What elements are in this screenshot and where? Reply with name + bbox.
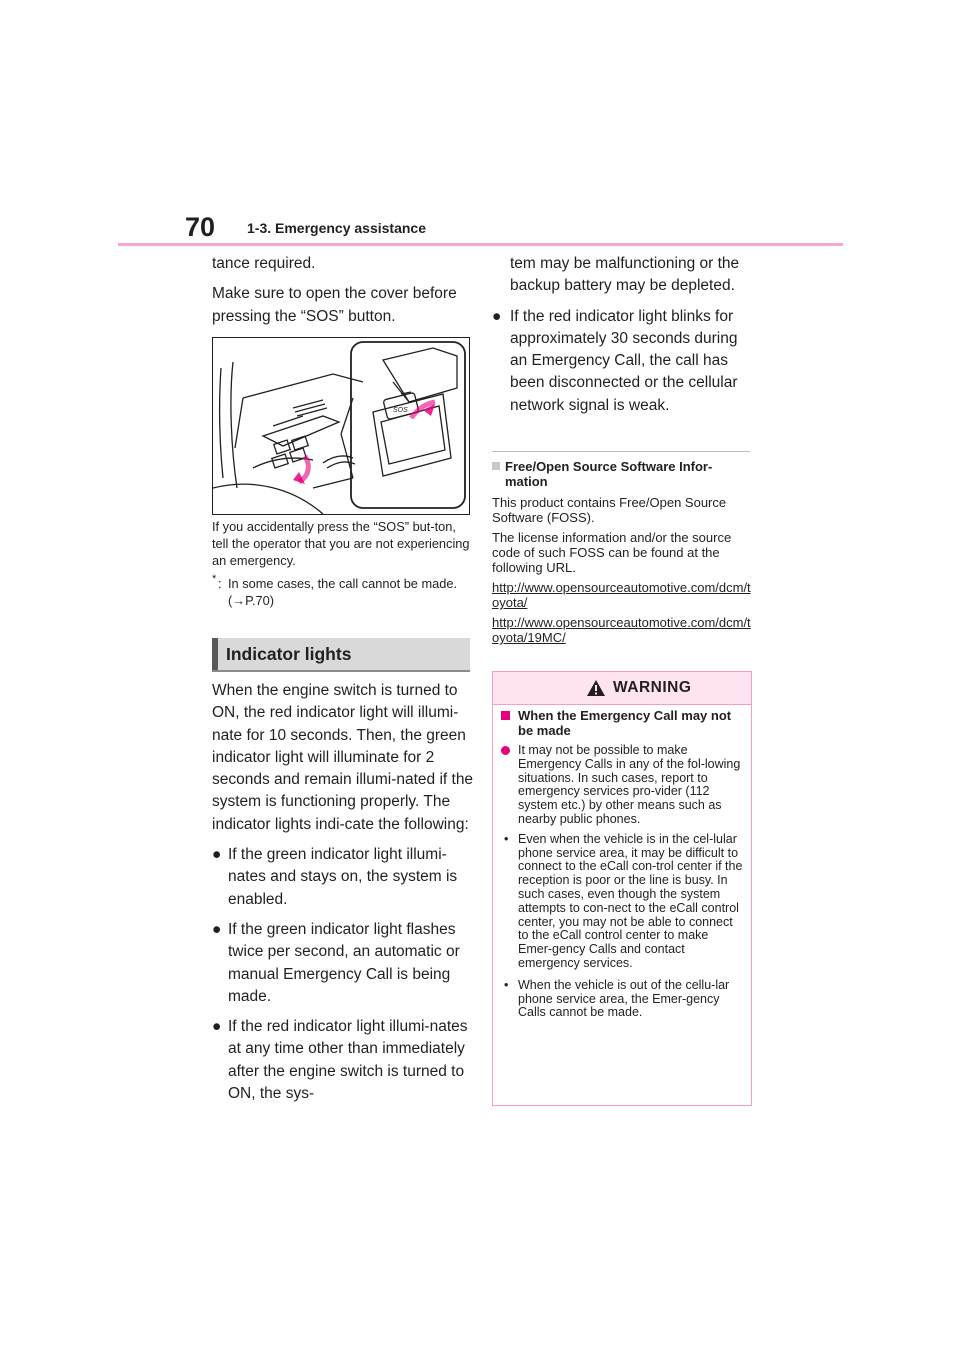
warning-triangle-icon (586, 679, 606, 697)
heading-square (492, 462, 500, 470)
sos-button-illustration (212, 337, 470, 515)
sos-label: SOS (393, 407, 408, 414)
heading-bar (212, 638, 218, 670)
warning-item-text: When the vehicle is out of the cellu-lar phone service area, the Emer-gency Calls cannot be made. (518, 977, 730, 1020)
item-marker: • (504, 977, 509, 992)
indicator-lights-body (212, 680, 474, 1105)
foss-paragraph: This product contains Free/Open Source Software (FOSS). (492, 495, 727, 525)
foss-heading-text: Free/Open Source Software Infor-mation (505, 459, 713, 489)
footnote-text: In some cases, the call cannot be made. (→P.70) (228, 576, 458, 608)
paragraph-continued: tance required. (212, 255, 316, 272)
bullet-continued-text: tem may be malfunctioning or the backup battery may be depleted. (510, 255, 740, 295)
indicator-description: When the engine switch is turned to ON, the red indicator light will illumi-nate for 10 seconds. Then, the green indicator light will illuminate for 2 seconds and remain illumi-nated if the system is functioning properly. The indicator lights indi-cate the following: (212, 682, 474, 833)
foss-link-2[interactable]: http://www.opensourceautomotive.com/dcm/toyota/19MC/ (492, 615, 751, 645)
warning-body (501, 708, 745, 1020)
foss-paragraph: The license information and/or the source code of such FOSS can be found at the following URL. (492, 530, 732, 575)
bullet-item (212, 919, 474, 1008)
page-number: 70 (185, 212, 216, 242)
warning-heading-text: When the Emergency Call may not be made (518, 708, 732, 738)
right-column-top (492, 253, 754, 417)
warning-bullet (501, 744, 745, 827)
warning-item-text: Even when the vehicle is in the cel-lular phone service area, it may be difficult to connect to the eCall con-trol center if the reception is poor or the line is busy. In such cases, even though the system attempts to con-nect to the eCall control center, you may not be able to connect to the eCall control center to make Emer-gency Calls and contact emergency services. (518, 831, 743, 970)
bullet-text: If the red indicator light illumi-nates at any time other than immediately after the engine switch is turned to ON, the sys- (228, 1018, 468, 1103)
footnote-arrow: → (232, 593, 246, 608)
heading-square (501, 711, 510, 720)
bullet-text: If the red indicator light blinks for approximately 30 seconds during an Emergency Call, the call has been disconnected or the cellular network signal is weak. (510, 307, 738, 414)
indicator-lights-heading (212, 638, 470, 672)
foss-section (492, 459, 754, 645)
warning-item (501, 979, 745, 1020)
warning-title: WARNING (613, 679, 692, 696)
bullet-text: If the green indicator light flashes twice per second, an automatic or manual Emergency Call is being made. (228, 920, 460, 1005)
warning-header (493, 672, 751, 705)
bullet-dot: ● (212, 920, 222, 938)
bullet-dot: ● (212, 846, 222, 864)
footnote: * : In some cases, the call cannot be made. (→P.70) (212, 573, 458, 608)
figure-caption: If you accidentally press the “SOS” but-ton, tell the operator that you are not experiencing an emergency. (212, 519, 470, 568)
bullet-item (212, 844, 474, 911)
foss-link-1[interactable]: http://www.opensourceautomotive.com/dcm/toyota/ (492, 580, 751, 610)
footnote-mark: * (212, 573, 217, 585)
warning-heading (501, 708, 745, 738)
left-column-top (212, 253, 474, 328)
bullet-dot: ● (492, 307, 502, 325)
paragraph-open-cover: Make sure to open the cover before pressing the “SOS” button. (212, 285, 457, 325)
bullet-item (492, 306, 754, 417)
divider (492, 451, 750, 452)
warning-item (501, 833, 745, 971)
bullet-item (212, 1016, 474, 1105)
bullet-dot: ● (212, 1018, 222, 1036)
foss-heading (492, 459, 754, 489)
bullet-continued (492, 253, 754, 298)
footnote-ref[interactable]: P.70) (245, 593, 274, 608)
warning-box (492, 671, 752, 1106)
heading-text: Indicator lights (226, 644, 352, 664)
figure-caption-block (212, 518, 474, 609)
item-marker: • (504, 831, 509, 846)
section-title: 1-3. Emergency assistance (247, 220, 426, 236)
bullet-dot (501, 746, 510, 755)
overhead-console-drawing (213, 338, 469, 514)
warning-bullet-text: It may not be possible to make Emergency Calls in any of the fol-lowing situations. In such cases, report to emergency services pro-vider (112 system etc.) by other means such as nearby public phones. (518, 743, 741, 826)
header-rule (118, 243, 843, 246)
bullet-text: If the green indicator light illumi-nates and stays on, the system is enabled. (228, 846, 458, 908)
